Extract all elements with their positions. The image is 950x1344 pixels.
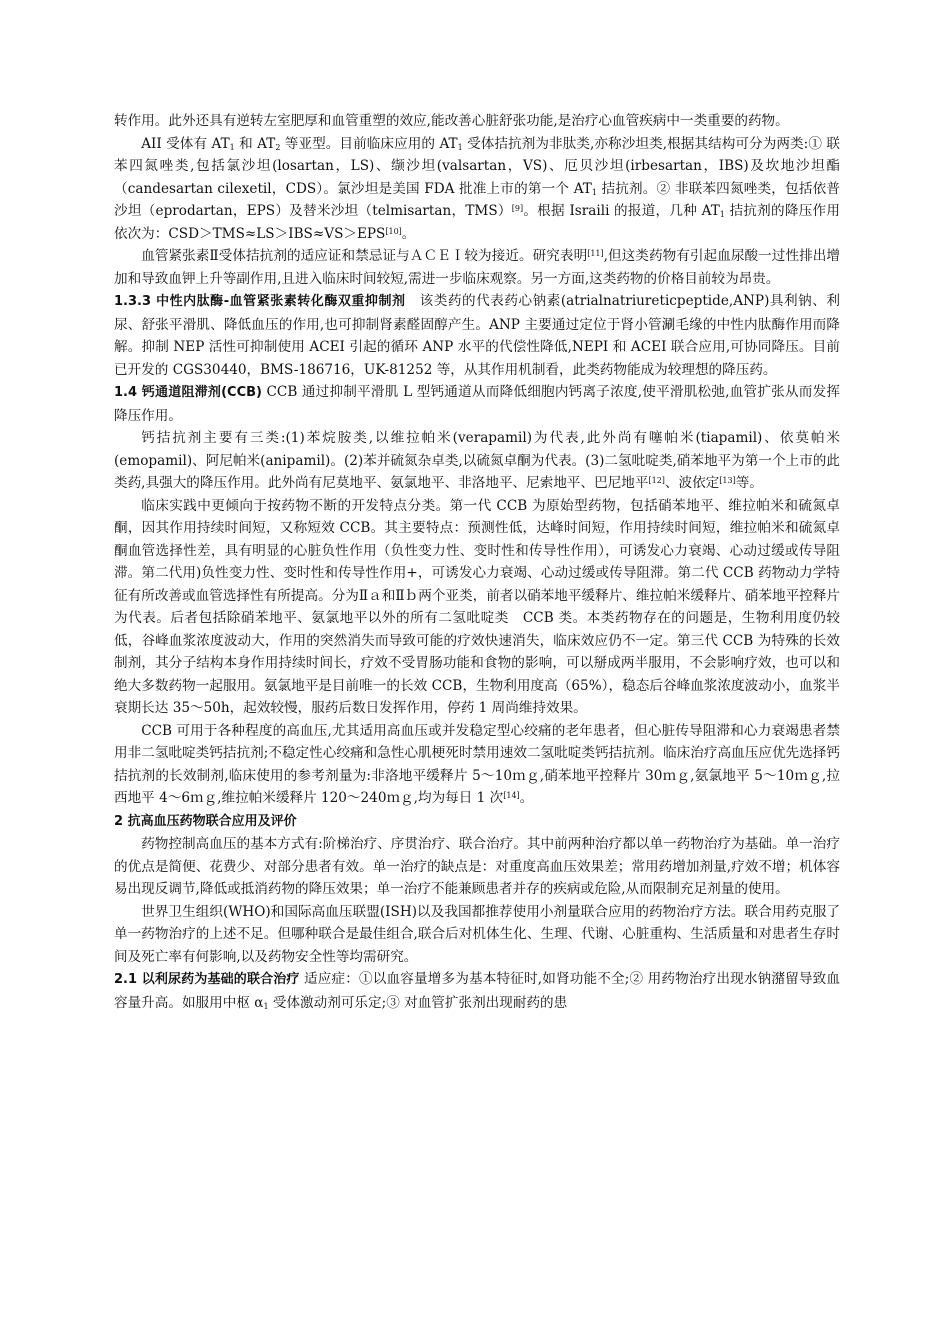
paragraph-8: CCB 可用于各种程度的高血压,尤其适用高血压或并发稳定型心绞痛的老年患者，但心脏传导阻滞和心力衰竭患者禁用非二氢吡啶类钙拮抗剂;不稳定性心绞痛和急性心肌梗死时禁用速效二氢吡啶类钙拮抗剂。临床治疗高血压应优先选择钙拮抗剂的长效制剂,临床使用的参考剂量为:非洛地平缓释片 5～10ｍｇ,硝苯地平控释片 30ｍｇ,氨氯地平 5～10ｍｇ,拉西地平 4～6ｍｇ,维拉帕米缓释片 120～240ｍｇ,均为每日 1 次[14]。 xyxy=(114,722,840,806)
citation: [12] xyxy=(648,476,665,485)
paragraph-3: 血管紧张素Ⅱ受体拮抗剂的适应证和禁忌证与ＡＣＥＩ较为接近。研究表明[11],但这类药物有引起血尿酸一过性排出增加和导致血钾上升等副作用,且进入临床时间较短,需进一步临床观察。另一方面,这类药物的价格目前较为昂贵。 xyxy=(114,248,840,287)
subscript: 1 xyxy=(591,187,597,197)
paragraph-2: AII 受体有 $AT_1$ 和 $AT_2$ 等亚型。目前临床应用的 $AT_1$ 受体拮抗剂为非肽类,亦称沙坦类,根据其结构可分为两类:① 联苯四氮唑类,包括氯沙坦(losartan，LS)、缬沙坦(valsartan，VS)、厄贝沙坦(irbesartan，IBS)及坎地沙坦酯（candesartan cilexetil，CDS）。氯沙坦是美国 FDA 批准上市的第一个 $AT_1$ 拮抗剂。② 非联苯四氮唑类，包括依普沙坦（eprodartan，EPS）及替米沙坦（telmisartan，TMS）[9]。根据 Israili 的报道，几种 $AT_1$ 拮抗剂的降压作用依次为：CSD＞TMS≈LS＞IBS≈VS＞EPS[10]。 xyxy=(114,135,840,242)
section-heading: 1.4 钙通道阻滞剂(CCB) xyxy=(114,385,262,400)
citation: [10] xyxy=(385,226,402,236)
paragraph-11: 世界卫生组织(WHO)和国际高血压联盟(ISH)以及我国都推荐使用小剂量联合应用的药物治疗方法。联合用药克服了单一药物治疗的上述不足。但哪种联合是最佳组合,联合后对机体生化、生理、代谢、心脏重构、生活质量和对患者生存时间及死亡率有何影响,以及药物安全性等均需研究。 xyxy=(114,903,840,965)
subscript: 1 xyxy=(263,1001,269,1011)
citation: [11] xyxy=(587,249,604,258)
body-text xyxy=(114,110,840,1014)
paragraph-1: 转作用。此外还具有逆转左室肥厚和血管重塑的效应,能改善心脏舒张功能,是治疗心血管疾病中一类重要的药物。 xyxy=(114,113,789,129)
paragraph-9 xyxy=(114,810,840,834)
citation: [14] xyxy=(503,791,520,800)
subscript: 2 xyxy=(275,142,281,152)
paragraph-10: 药物控制高血压的基本方式有:阶梯治疗、序贯治疗、联合治疗。其中前两种治疗都以单一药物治疗为基础。单一治疗的优点是简便、花费少、对部分患者有效。单一治疗的缺点是：对重度高血压效果差；常用药增加剂量,疗效不增；机体容易出现反调节,降低或抵消药物的降压效果；单一治疗不能兼顾患者并存的疾病或危险,从而限制充足剂量的使用。 xyxy=(114,836,840,897)
citation: [13] xyxy=(719,476,736,485)
paragraph-12: 2.1 以利尿药为基础的联合治疗 适应症：①以血容量增多为基本特征时,如肾功能不全;② 用药物治疗出现水钠潴留导致血容量升高。如服用中枢 $\alpha_1$ 受体激动剂可乐定;③ 对血管扩张剂出现耐药的患 xyxy=(114,971,840,1011)
subscript: 1 xyxy=(229,142,235,152)
subscript: 1 xyxy=(719,210,725,219)
paragraph-7: 临床实践中更倾向于按药物不断的开发特点分类。第一代 CCB 为原始型药物，包括硝苯地平、维拉帕米和硫氮卓酮，因其作用持续时间短，又称短效 CCB。其主要特点：预测性低，达峰时间短，作用持续时间短，维拉帕米和硫氮卓酮血管选择性差，具有明显的心脏负性作用（负性变力性、变时性和传导性作用），可诱发心力衰竭、心动过缓或传导阻滞。第二代用)负性变力性、变时性和传导性作用+，可诱发心力衰竭、心动过缓或传导阻滞。第二代 CCB 药物动力学特征有所改善或血管选择性有所提高。分为Ⅱａ和Ⅱｂ两个亚类，前者以硝苯地平缓释片、维拉帕米缓释片、硝苯地平控释片为代表。后者包括除硝苯地平、氨氯地平以外的所有二氢吡啶类 CCB 类。本类药物存在的问题是，生物利用度仍较低，谷峰血浆浓度波动大，作用的突然消失而导致可能的疗效快速消失，临床效应仍不一定。第三代 CCB 为特殊的长效制剂，其分子结构本身作用持续时间长，疗效不受胃肠功能和食物的影响，可以掰成两半服用，不会影响疗效，也可以和绝大多数药物一起服用。氨氯地平是目前唯一的长效 CCB，生物利用度高（65%），稳态后谷峰血浆浓度波动小，血浆半衰期长达 35～50h，起效较慢，服药后数日发挥作用，停药 1 周尚维持效果。 xyxy=(114,497,840,716)
section-heading: 1.3.3 中性内肽酶-血管紧张素转化酶双重抑制剂 xyxy=(114,294,406,309)
paragraph-6: 钙拮抗剂主要有三类:(1)苯烷胺类,以维拉帕米(verapamil)为代表,此外尚有噻帕米(tiapamil)、依莫帕米(emopamil)、阿尼帕米(anipamil)。(2)苯并硫氮杂卓类,以硫氮卓酮为代表。(3)二氢吡啶类,硝苯地平为第一个上市的此类药,具强大的降压作用。此外尚有尼莫地平、氨氯地平、非洛地平、尼索地平、巴尼地平[12]、波依定[13]等。 xyxy=(114,430,840,491)
subscript: 1 xyxy=(457,142,463,152)
citation: [9] xyxy=(511,204,524,213)
paragraph-5: 1.4 钙通道阻滞剂(CCB) CCB 通过抑制平滑肌 L 型钙通道从而降低细胞内钙离子浓度,使平滑肌松弛,血管扩张从而发挥降压作用。 xyxy=(114,384,840,424)
section-heading: 2.1 以利尿药为基础的联合治疗 xyxy=(114,972,300,987)
section-heading: 2 抗高血压药物联合应用及评价 xyxy=(114,813,297,829)
paragraph-4: 1.3.3 中性内肽酶-血管紧张素转化酶双重抑制剂 该类药的代表药心钠素(atrialnatriureticpeptide,ANP)具利钠、利尿、舒张平滑肌、降低血压的作用,也可抑制肾素醛固醇产生。ANP 主要通过定位于肾小管涮毛缘的中性内肽酶作用而降解。抑制 NEP 活性可抑制使用 ACEI 引起的循环 ANP 水平的代偿性降低,NEPI 和 ACEI 联合应用,可协同降压。目前已开发的 CGS30440，BMS-186716，UK-81252 等，从其作用机制看，此类药物能成为较理想的降压药。 xyxy=(114,293,840,378)
